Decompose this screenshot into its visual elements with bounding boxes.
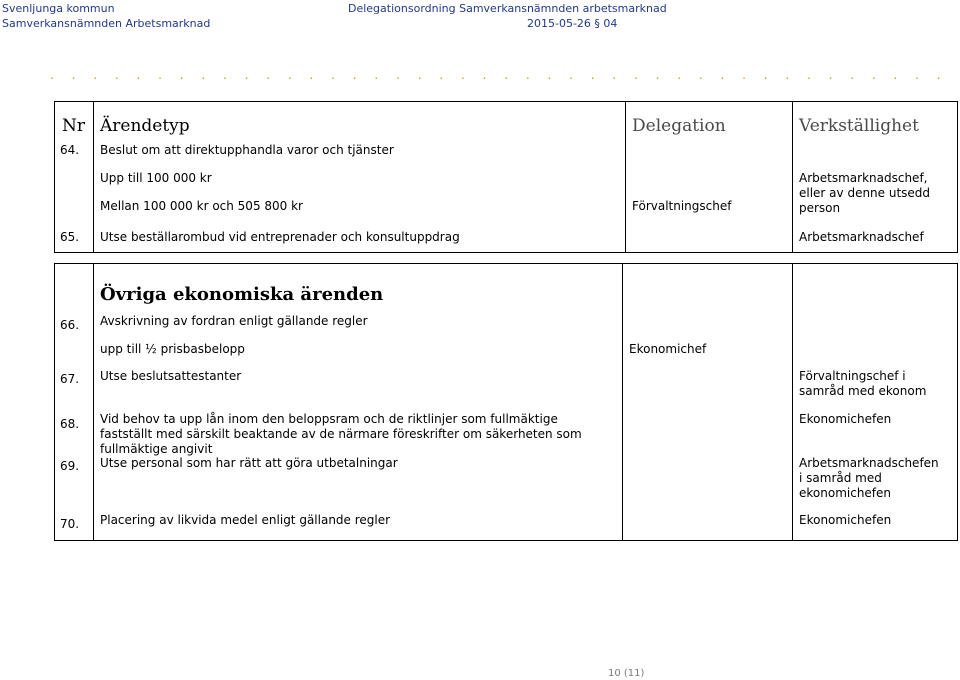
row-nr: 64. [60,143,80,157]
section-title: Övriga ekonomiska ärenden [100,284,384,305]
header-committee: Samverkansnämnden Arbetsmarknad [2,17,211,30]
header-date-paragraph: 2015-05-26 § 04 [527,17,618,30]
row-nr: 69. [60,459,80,473]
row-verkstallighet: Arbetsmarknadschefen i samråd med ekonomichefen [799,456,939,500]
table2-divider-nr [93,263,94,541]
column-header-nr: Nr [62,116,86,136]
row-sub-item: upp till ½ prisbasbelopp [100,342,245,356]
row-verkstallighet: Arbetsmarknadschef [799,230,924,244]
row-title: Utse beslutsattestanter [100,369,242,383]
row-delegation: Förvaltningschef [632,199,732,213]
row-title: Placering av likvida medel enligt gällande regler [100,513,391,527]
column-header-arendetyp: Ärendetyp [100,116,190,136]
row-nr: 65. [60,230,80,244]
row-title: Utse personal som har rätt att göra utbetalningar [100,456,398,470]
row-verkstallighet: Ekonomichefen [799,513,892,527]
page-number: 10 (11) [608,668,645,679]
table2-divider-delegation [622,263,623,541]
row-verkstallighet: Arbetsmarknadschef, eller av denne utsedd person [799,171,931,215]
table1-divider-verkstallighet [792,101,793,253]
header-document-title: Delegationsordning Samverkansnämnden arbetsmarknad [348,2,667,15]
row-nr: 68. [60,417,80,431]
header-municipality: Svenljunga kommun [2,2,115,15]
row-title: Beslut om att direktupphandla varor och tjänster [100,143,394,157]
row-nr: 67. [60,372,80,386]
row-nr: 66. [60,318,80,332]
row-verkstallighet: Ekonomichefen [799,412,892,426]
row-title: Avskrivning av fordran enligt gällande regler [100,314,368,328]
table1-divider-delegation [625,101,626,253]
column-header-verkstallighet: Verkställighet [799,116,919,136]
row-title: Utse beställarombud vid entreprenader och konsultuppdrag [100,230,460,244]
row-sub-item: Mellan 100 000 kr och 505 800 kr [100,199,303,213]
row-verkstallighet: Förvaltningschef i samråd med ekonom [799,369,927,398]
table2-divider-verkstallighet [792,263,793,541]
row-sub-item: Upp till 100 000 kr [100,171,212,185]
dotted-separator: . . . . . . . . . . . . . . . . . . . . . . . . . . . . . . . . . . . . . . . . . . [50,68,948,82]
column-header-delegation: Delegation [632,116,726,136]
row-title: Vid behov ta upp lån inom den beloppsram och de riktlinjer som fullmäktige fastställt med särskilt beaktande av de närmare föreskrifter om säkerheten som fullmäktige angivit [100,412,582,456]
row-delegation: Ekonomichef [629,342,707,356]
row-nr: 70. [60,517,80,531]
table1-divider-nr [93,101,94,253]
